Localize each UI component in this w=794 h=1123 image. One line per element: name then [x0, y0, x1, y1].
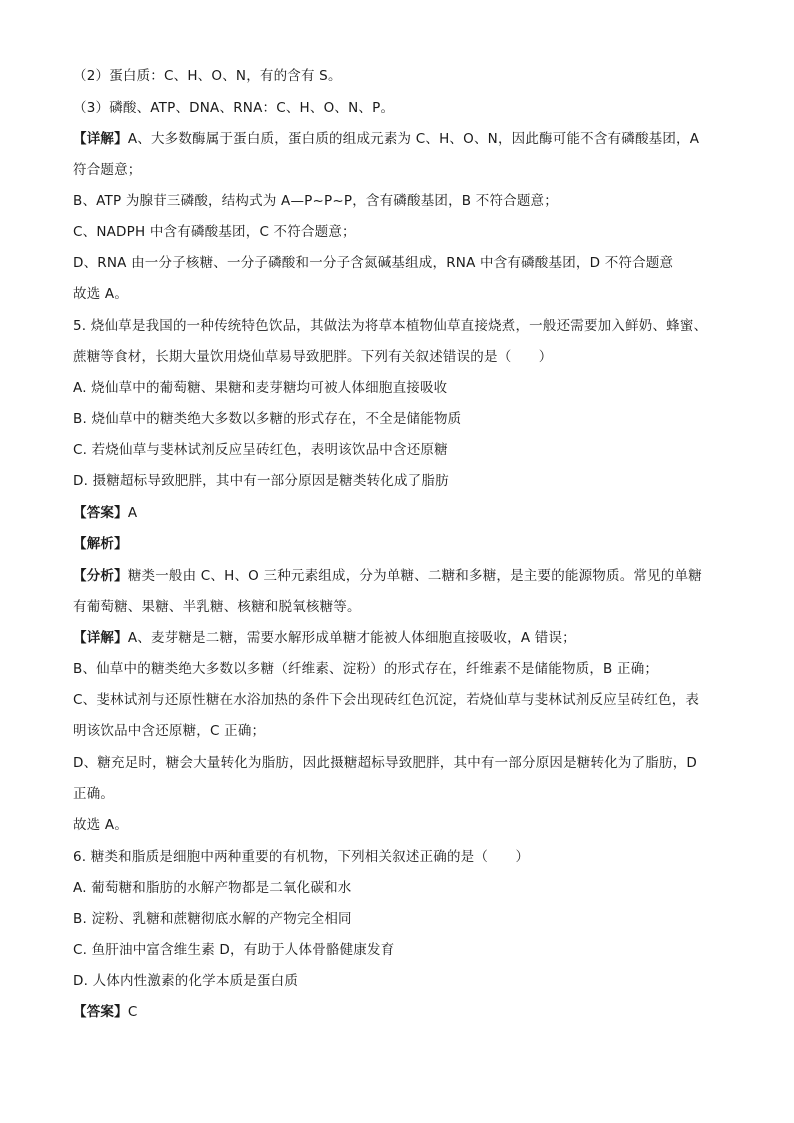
option-c: C. 鱼肝油中富含维生素 D，有助于人体骨骼健康发育: [73, 942, 395, 958]
option-b: B. 烧仙草中的糖类绝大多数以多糖的形式存在，不全是储能物质: [73, 411, 462, 427]
text-line: 【详解】A、麦芽糖是二糖，需要水解形成单糖才能被人体细胞直接吸收，A 错误；: [73, 630, 576, 646]
text-line: （2）蛋白质：C、H、O、N，有的含有 S。: [73, 68, 342, 84]
option-b: B. 淀粉、乳糖和蔗糖彻底水解的产物完全相同: [73, 911, 352, 927]
option-d: D. 摄糖超标导致肥胖，其中有一部分原因是糖类转化成了脂肪: [73, 473, 449, 489]
section-tag: 【答案】: [73, 1004, 128, 1020]
option-a: A. 烧仙草中的葡萄糖、果糖和麦芽糖均可被人体细胞直接吸收: [73, 380, 448, 396]
section-tag: 【详解】: [73, 630, 128, 646]
text-line: （3）磷酸、ATP、DNA、RNA：C、H、O、N、P。: [73, 100, 395, 116]
option-a: A. 葡萄糖和脂肪的水解产物都是二氧化碳和水: [73, 880, 352, 896]
text-line: 【详解】A、大多数酶属于蛋白质，蛋白质的组成元素为 C、H、O、N，因此酶可能不含有磷酸基团，A: [73, 131, 700, 147]
text-line: 蔗糖等食材，长期大量饮用烧仙草易导致肥胖。下列有关叙述错误的是（ ）: [73, 349, 553, 365]
text-line: 故选 A。: [73, 817, 129, 833]
text-line: 正确。: [73, 786, 115, 802]
text-line: D、RNA 由一分子核糖、一分子磷酸和一分子含氮碱基组成，RNA 中含有磷酸基团，D 不符合题意: [73, 255, 674, 271]
section-tag: 【分析】: [73, 568, 128, 584]
answer-line: 【答案】C: [73, 1004, 138, 1020]
text-line: C、NADPH 中含有磷酸基团，C 不符合题意；: [73, 224, 356, 240]
text-line: 【分析】糖类一般由 C、H、O 三种元素组成，分为单糖、二糖和多糖，是主要的能源物质。常见的单糖: [73, 568, 702, 584]
text-line: 符合题意；: [73, 162, 142, 178]
text-line: 有葡萄糖、果糖、半乳糖、核糖和脱氧核糖等。: [73, 599, 361, 615]
question-6: 6. 糖类和脂质是细胞中两种重要的有机物，下列相关叙述正确的是（ ）: [73, 849, 530, 865]
text-line: B、仙草中的糖类绝大多数以多糖（纤维素、淀粉）的形式存在，纤维素不是储能物质，B 正确；: [73, 661, 659, 677]
section-tag: 【详解】: [73, 131, 128, 147]
option-c: C. 若烧仙草与斐林试剂反应呈砖红色，表明该饮品中含还原糖: [73, 442, 448, 458]
question-5: 5. 烧仙草是我国的一种传统特色饮品，其做法为将草本植物仙草直接烧煮，一般还需要加入鲜奶、蜂蜜、: [73, 318, 708, 334]
analysis-heading: [73, 534, 733, 554]
option-d: D. 人体内性激素的化学本质是蛋白质: [73, 973, 299, 989]
text-line: C、斐林试剂与还原性糖在水浴加热的条件下会出现砖红色沉淀，若烧仙草与斐林试剂反应呈砖红色，表: [73, 692, 700, 708]
answer-line: 【答案】A: [73, 505, 138, 521]
text-line: 明该饮品中含还原糖，C 正确；: [73, 723, 266, 739]
section-tag: 【答案】: [73, 505, 128, 521]
text-line: 故选 A。: [73, 286, 129, 302]
section-tag: 【解析】: [73, 536, 128, 552]
text-line: B、ATP 为腺苷三磷酸，结构式为 A—P~P~P，含有磷酸基团，B 不符合题意；: [73, 193, 558, 209]
text-line: D、糖充足时，糖会大量转化为脂肪，因此摄糖超标导致肥胖，其中有一部分原因是糖转化为了脂肪，D: [73, 755, 697, 771]
